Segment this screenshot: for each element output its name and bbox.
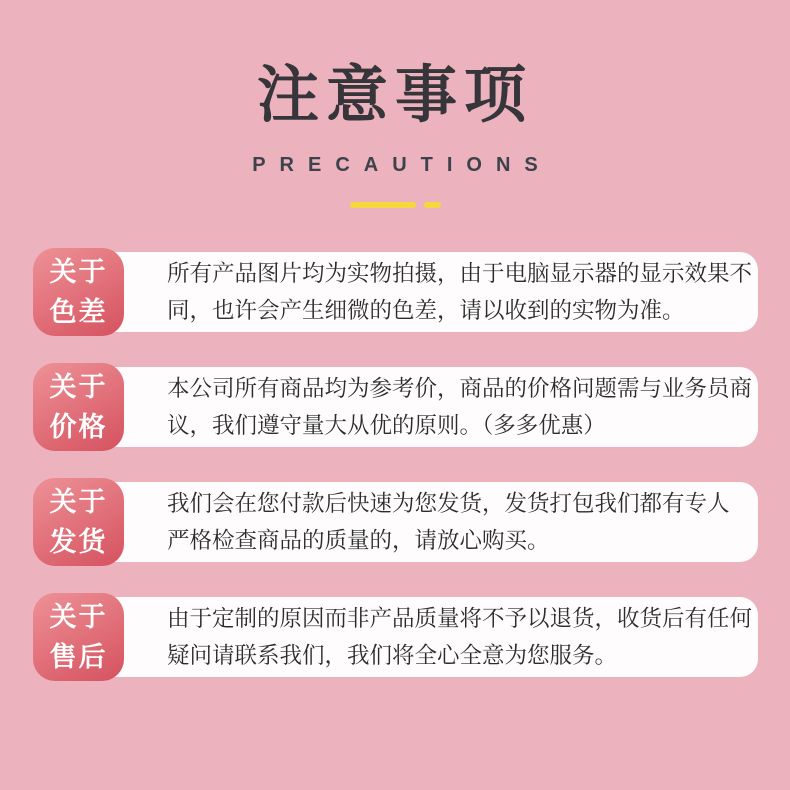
page-title: 注意事项 [256, 61, 533, 130]
card-text-line2: 疑问请联系我们，我们将全心全意为您服务。 [167, 643, 618, 668]
page-subtitle: PRECAUTIONS [252, 154, 552, 177]
card-label-line2: 价格 [49, 412, 108, 442]
card-label-badge [33, 363, 124, 451]
card-text [167, 367, 753, 447]
card-label-line1: 关于 [49, 602, 108, 632]
page-header [0, 0, 790, 208]
card-body [55, 597, 758, 677]
notice-card-shipping [33, 478, 758, 566]
card-label-line2: 发货 [49, 527, 108, 557]
card-label-line1: 关于 [49, 257, 108, 287]
card-text-line2: 同，也许会产生细微的色差，请以收到的实物为准。 [167, 298, 685, 323]
card-body [55, 367, 758, 447]
card-text-line1: 所有产品图片均为实物拍摄，由于电脑显示器的显示效果不 [167, 261, 753, 286]
card-label-badge [33, 478, 124, 566]
card-text-line1: 由于定制的原因而非产品质量将不予以退货，收货后有任何 [167, 606, 753, 631]
card-body [55, 252, 758, 332]
card-label-line1: 关于 [49, 372, 108, 402]
notice-card-price [33, 363, 758, 451]
card-text-line2: 严格检查商品的质量的，请放心购买。 [167, 528, 550, 553]
accent-dash-short [424, 202, 441, 208]
card-text-line1: 我们会在您付款后快速为您发货，发货打包我们都有专人 [167, 491, 730, 516]
notice-card-list [33, 248, 758, 708]
title-divider [0, 202, 790, 208]
card-label-line2: 售后 [49, 642, 108, 672]
card-label-line2: 色差 [49, 297, 108, 327]
card-label-badge [33, 248, 124, 336]
card-body [55, 482, 758, 562]
card-label-line1: 关于 [49, 487, 108, 517]
card-label-badge [33, 593, 124, 681]
card-text-line2: 议，我们遵守量大从优的原则。（多多优惠） [167, 413, 606, 438]
card-text [167, 597, 753, 677]
card-text-line1: 本公司所有商品均为参考价，商品的价格问题需与业务员商 [167, 376, 753, 401]
notice-card-after-sale [33, 593, 758, 681]
card-text [167, 482, 740, 562]
card-text [167, 252, 753, 332]
accent-dash-long [350, 202, 416, 208]
notice-card-color-difference [33, 248, 758, 336]
